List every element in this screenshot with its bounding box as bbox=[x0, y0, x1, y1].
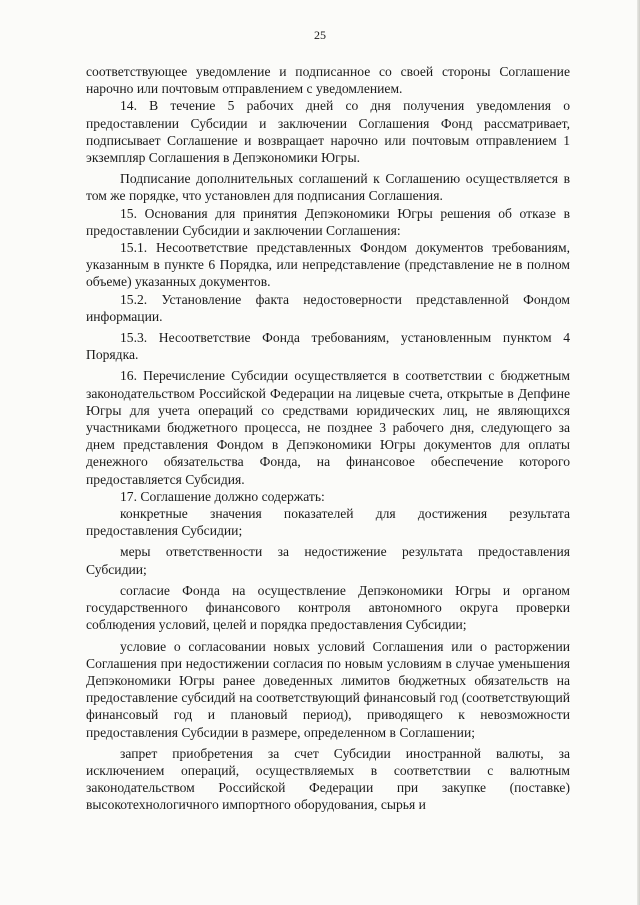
list-item-currency-ban: запрет приобретения за счет Субсидии иностранной валюты, за исключением операций, осуществляемых в соответствии с валютным законодательством Российской Федерации при закупке (поставке) высокотехнологичного импортного оборудования, сырья и bbox=[86, 745, 570, 813]
paragraph-17: 17. Соглашение должно содержать: bbox=[120, 488, 325, 504]
paragraph-15-3: 15.3. Несоответствие Фонда требованиям, установленным пунктом 4 Порядка. bbox=[86, 330, 570, 363]
paragraph-additional-agreements: Подписание дополнительных соглашений к Соглашению осуществляется в том же порядке, что установлен для подписания Соглашения. bbox=[86, 171, 570, 204]
paragraph-16: 16. Перечисление Субсидии осуществляется в соответствии с бюджетным законодательством Российской Федерации на лицевые счета, открытые в Депфине Югры для учета операций со средствами юридических лиц, не являющихся участниками бюджетного процесса, не позднее 3 рабочего дня, следующего за днем представления Фондом в Депэкономики Югры документов для оплаты денежного обязательства Фонда, на финансовое обеспечение которого предоставляется Субсидия. bbox=[86, 368, 570, 487]
paragraph-15-1: 15.1. Несоответствие представленных Фондом документов требованиям, указанным в пункте 6 Порядка, или непредставление (представление не в полном объеме) указанных документов. bbox=[86, 240, 570, 290]
list-item-indicators: конкретные значения показателей для достижения результата предоставления Субсидии; bbox=[86, 506, 570, 539]
list-item-responsibility: меры ответственности за недостижение результата предоставления Субсидии; bbox=[86, 544, 570, 577]
paragraph-continuation: соответствующее уведомление и подписанное со своей стороны Соглашение нарочно или почтовым отправлением с уведомлением. bbox=[86, 64, 570, 97]
page-number: 25 bbox=[314, 28, 326, 42]
list-item-consent: согласие Фонда на осуществление Депэкономики Югры и органом государственного финансового контроля автономного округа проверки соблюдения условий, целей и порядка предоставления Субсидии; bbox=[86, 582, 570, 633]
document-body bbox=[86, 63, 570, 814]
paragraph-15-2: 15.2. Установление факта недостоверности представленной Фондом информации. bbox=[86, 291, 570, 324]
paragraph-15: 15. Основания для принятия Депэкономики Югры решения об отказе в предоставлении Субсидии и заключении Соглашения: bbox=[86, 205, 570, 238]
list-item-new-conditions: условие о согласовании новых условий Соглашения или о расторжении Соглашения при недостижении согласия по новым условиям в случае уменьшения Депэкономики Югры ранее доведенных лимитов бюджетных обязательств на предоставление субсидий на соответствующий финансовый год (соответствующий финансовый год и плановый период), приводящего к невозможности предоставления Субсидии в размере, определенном в Соглашении; bbox=[86, 638, 570, 740]
paragraph-14: 14. В течение 5 рабочих дней со дня получения уведомления о предоставлении Субсидии и заключении Соглашения Фонд рассматривает, подписывает Соглашение и возвращает нарочно или почтовым отправлением 1 экземпляр Соглашения в Депэкономики Югры. bbox=[86, 98, 570, 166]
